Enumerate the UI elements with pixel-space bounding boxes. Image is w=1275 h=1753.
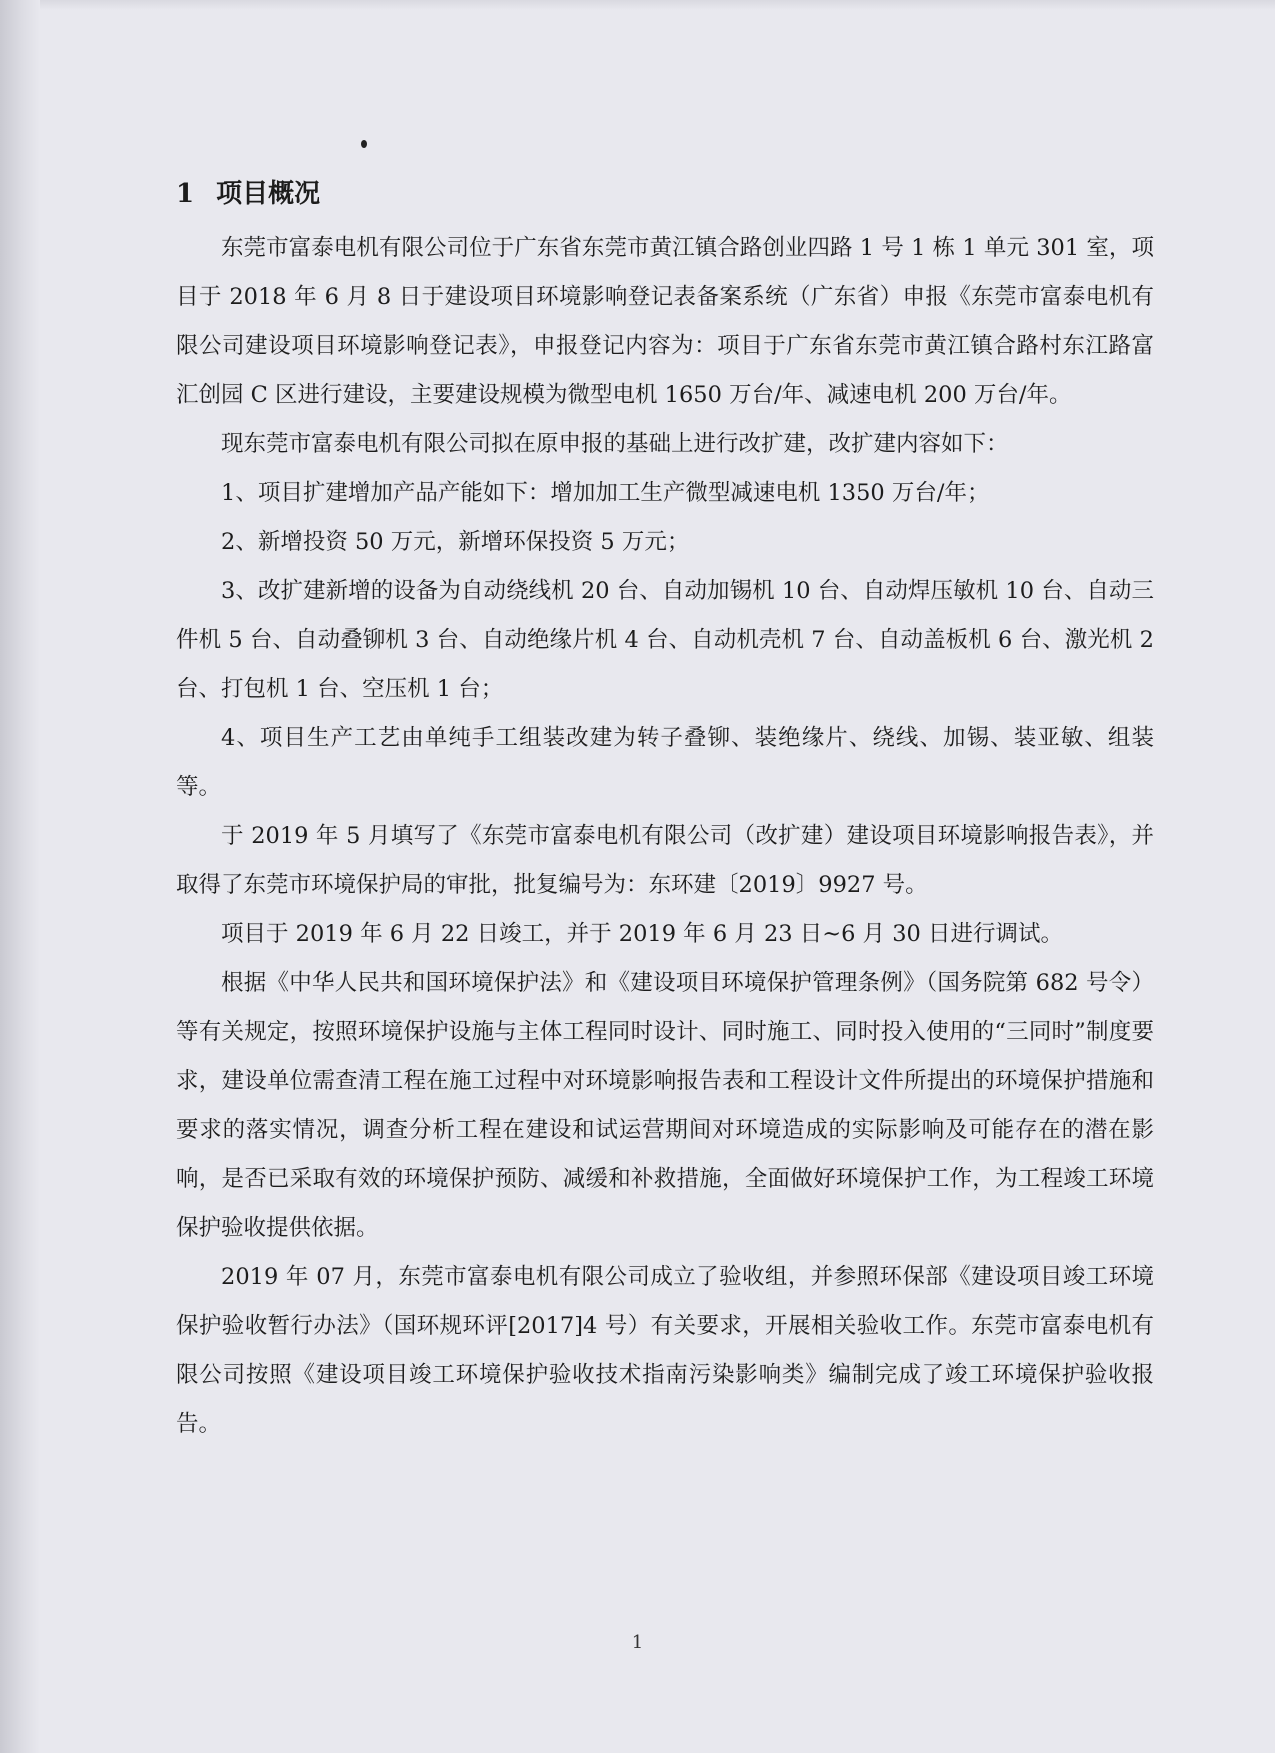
section-title: 项目概况 bbox=[216, 179, 321, 209]
paragraph-acceptance: 2019 年 07 月，东莞市富泰电机有限公司成立了验收组，并参照环保部《建设项目竣工环境保护验收暂行办法》（国环规环评[2017]4 号）有关要求，开展相关验收工作。东莞市富泰电机有限公司按照《建设项目竣工环境保护验收技术指南污染影响类》编制完成了竣工环境保护验收报告。 bbox=[176, 1264, 1154, 1437]
paragraph-expansion-intro: 现东莞市富泰电机有限公司拟在原申报的基础上进行改扩建，改扩建内容如下： bbox=[221, 431, 1009, 457]
document-page bbox=[176, 168, 1154, 1449]
paragraph-project-location: 东莞市富泰电机有限公司位于广东省东莞市黄江镇合路创业四路 1 号 1 栋 1 单元 301 室，项目于 2018 年 6 月 8 日于建设项目环境影响登记表备案系统（广东省）申报《东莞市富泰电机有限公司建设项目环境影响登记表》，申报登记内容为：项目于广东省东莞市黄江镇合路村东江路富汇创园 C 区进行建设，主要建设规模为微型电机 1650 万台/年、减速电机 200 万台/年。 bbox=[176, 235, 1154, 408]
paragraph-completion: 项目于 2019 年 6 月 22 日竣工，并于 2019 年 6 月 23 日~6 月 30 日进行调试。 bbox=[221, 921, 1063, 947]
paragraph-legal-basis: 根据《中华人民共和国环境保护法》和《建设项目环境保护管理条例》（国务院第 682 号令）等有关规定，按照环境保护设施与主体工程同时设计、同时施工、同时投入使用的“三同时”制度要求，建设单位需查清工程在施工过程中对环境影响报告表和工程设计文件所提出的环境保护措施和要求的落实情况，调查分析工程在建设和试运营期间对环境造成的实际影响及可能存在的潜在影响，是否已采取有效的环境保护预防、减缓和补救措施，全面做好环境保护工作，为工程竣工环境保护验收提供依据。 bbox=[176, 970, 1154, 1241]
page-number: 1 bbox=[631, 1632, 644, 1653]
scan-speck bbox=[361, 140, 367, 148]
paragraph-report-approval: 于 2019 年 5 月填写了《东莞市富泰电机有限公司（改扩建）建设项目环境影响报告表》，并取得了东莞市环境保护局的审批，批复编号为：东环建〔2019〕9927 号。 bbox=[176, 823, 1154, 898]
paragraph-item-1: 1、项目扩建增加产品产能如下：增加加工生产微型减速电机 1350 万台/年； bbox=[221, 480, 990, 506]
section-heading bbox=[176, 168, 1154, 220]
paragraph-item-4: 4、项目生产工艺由单纯手工组装改建为转子叠铆、装绝缘片、绕线、加锡、装亚敏、组装等。 bbox=[176, 725, 1154, 800]
scan-top-edge bbox=[0, 0, 1275, 10]
paragraph-item-3: 3、改扩建新增的设备为自动绕线机 20 台、自动加锡机 10 台、自动焊压敏机 10 台、自动三件机 5 台、自动叠铆机 3 台、自动绝缘片机 4 台、自动机壳机 7 台、自动盖板机 6 台、激光机 2 台、打包机 1 台、空压机 1 台； bbox=[176, 578, 1154, 702]
paragraph-item-2: 2、新增投资 50 万元，新增环保投资 5 万元； bbox=[221, 529, 690, 555]
section-number: 1 bbox=[176, 179, 195, 209]
scan-left-edge bbox=[0, 0, 40, 1753]
